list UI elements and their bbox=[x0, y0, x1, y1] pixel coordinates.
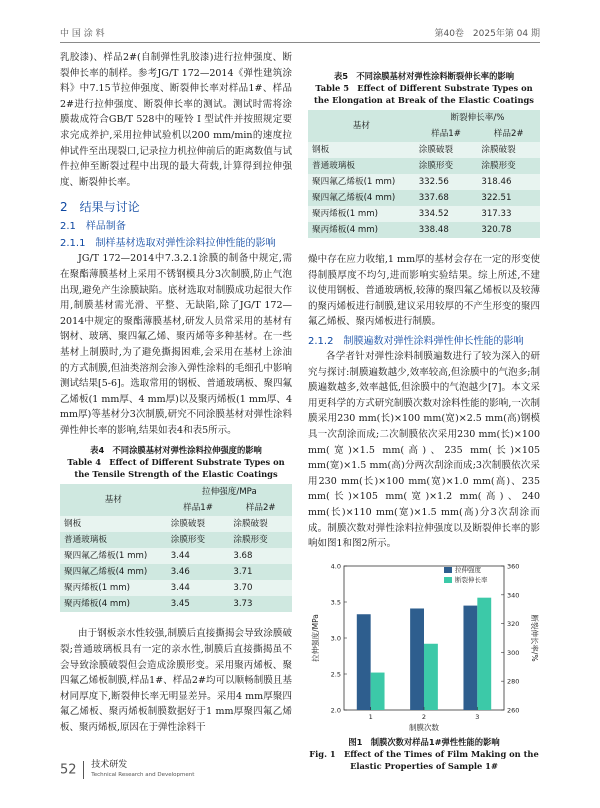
table-row bbox=[60, 516, 292, 532]
figure-1-caption bbox=[308, 736, 540, 772]
table-cell: 337.68 bbox=[415, 190, 478, 206]
y-right-tick-label: 280 bbox=[507, 677, 520, 686]
paragraph: 各学者针对弹性涂料制膜遍数进行了较为深入的研究与探讨:制膜遍数越少,效率较高,但涂膜中的气泡多;制膜遍数越多,效率越低,但涂膜中的气泡越少[7]。本文采用更科学的方式研究制膜次数对涂料性能的影响,一次制膜采用230 mm(长)×100 mm(宽)×2.5 mm(高)钢模具一次刮涂而成;二次制膜依次采用230 mm(长)×100 mm(宽)×1.5 mm(高)、235 mm(长)×105 mm(宽)×1.5 mm(高)分两次刮涂而成;3次制膜依次采用230 mm(长)×100 mm(宽)×1.0 mm(高)、235 mm(长)×105 mm(宽)×1.2 mm(高)、240 mm(长)×110 mm(宽)×1.5 mm(高)分3次刮涂而成。制膜次数对弹性涂料拉伸强度以及断裂伸长率的影响如图1和图2所示。 bbox=[308, 350, 540, 550]
paragraph: 燥中存在应力收缩,1 mm厚的基材会存在一定的形变使得制膜厚度不均匀,进而影响实验结果。综上所述,不建议使用钢板、普通玻璃板,较薄的聚四氟乙烯板以及较薄的聚丙烯板进行制膜,建议采用较厚的不产生形变的聚四氟乙烯板、聚丙烯板进行制膜。 bbox=[308, 254, 540, 328]
table-cell: 普通玻璃板 bbox=[60, 532, 167, 548]
table-cell: 334.52 bbox=[415, 206, 478, 222]
footer-divider bbox=[83, 761, 84, 779]
table-cell: 聚丙烯板(1 mm) bbox=[60, 580, 167, 596]
figure-caption-cn: 图1 制膜次数对样品1#弹性性能的影响 bbox=[348, 736, 500, 747]
bar-chart bbox=[308, 558, 540, 736]
footer-section bbox=[91, 760, 194, 780]
table5-caption bbox=[308, 70, 540, 106]
issue-info: 第40卷 2025年第 04 期 bbox=[434, 29, 540, 39]
table-cell: 聚丙烯板(1 mm) bbox=[308, 206, 415, 222]
table-cell: 涂膜形变 bbox=[477, 158, 540, 174]
table-row bbox=[308, 206, 540, 222]
table-cell: 钢板 bbox=[308, 142, 415, 158]
table-header-sample1: 样品1# bbox=[415, 126, 478, 142]
subsubsection-heading: 2.1.2 制膜遍数对弹性涂料弹性伸长性能的影响 bbox=[308, 335, 524, 347]
y-tick-label: 2.5 bbox=[330, 670, 341, 679]
running-header bbox=[60, 26, 540, 40]
section-heading: 2 结果与讨论 bbox=[60, 200, 140, 215]
table-cell: 聚四氟乙烯板(1 mm) bbox=[60, 548, 167, 564]
x-tick-label: 2 bbox=[421, 712, 427, 721]
table-cell: 3.68 bbox=[229, 548, 292, 564]
table-cell: 3.45 bbox=[167, 596, 230, 612]
table-header-sample2: 样品2# bbox=[229, 500, 292, 516]
journal-name: 中 国 涂 料 bbox=[60, 29, 105, 39]
y-right-tick-label: 260 bbox=[507, 706, 520, 715]
bar-elongation bbox=[477, 597, 491, 709]
table-cell: 聚丙烯板(4 mm) bbox=[308, 222, 415, 238]
paragraph: JG/T 172—2014中7.3.2.1涂膜的制备中规定,需在聚酯薄膜基材上采用不锈钢模具分3次制膜,防止气泡出现,避免产生涂膜缺陷。底材选取对制膜成功起很大作用,制膜基材需光滑、平整、无缺陷,除了JG/T 172—2014中规定的聚酯薄膜基材,研发人员常采用的基材有钢材、玻璃、聚四氟乙烯、聚丙烯等多种基材。在一些基材上制膜时,为了避免撕揭困难,会采用在基材上涂油的方式制膜,但油类溶剂会渗入弹性涂料的毛细孔中影响测试结果[5-6]。选取常用的钢板、普通玻璃板、聚四氟乙烯板(1 mm厚、4 mm厚)以及聚丙烯板(1 mm厚、4 mm厚)等基材分3次制膜,研究不同涂膜基材对弹性涂料弹性伸长率的影响,结果如表4和表5所示。 bbox=[60, 253, 292, 436]
y-tick-label: 3.5 bbox=[330, 598, 341, 607]
table4-caption bbox=[60, 444, 292, 480]
table-cell: 3.73 bbox=[229, 596, 292, 612]
table-cell: 涂膜破裂 bbox=[229, 516, 292, 532]
y-right-tick-label: 320 bbox=[507, 619, 520, 628]
table-cell: 338.48 bbox=[415, 222, 478, 238]
y-tick-label: 4.0 bbox=[330, 562, 341, 571]
legend-label: 拉伸强度 bbox=[455, 565, 481, 574]
table-cell: 涂膜破裂 bbox=[415, 142, 478, 158]
table-cell: 3.46 bbox=[167, 564, 230, 580]
paragraph: 由于钢板亲水性较强,制膜后直接撕揭会导致涂膜破裂;普通玻璃板具有一定的亲水性,制膜后直接撕揭虽不会导致涂膜破裂但会造成涂膜形变。采用聚丙烯板、聚四氟乙烯板制膜,样品1#、样品2#均可以顺畅制膜且基材同厚度下,断裂伸长率无明显差异。采用4 mm厚聚四氟乙烯板、聚丙烯板制膜数据好于1 mm厚聚四氟乙烯板、聚丙烯板,原因在于弹性涂料干 bbox=[60, 628, 292, 734]
y-tick-label: 2.0 bbox=[330, 706, 341, 715]
table-header-sample2: 样品2# bbox=[477, 126, 540, 142]
table4-caption-en: Table 4 Effect of Different Substrate Types on the Tensile Strength of the Elastic Coatings bbox=[67, 457, 285, 480]
table-header-sample1: 样品1# bbox=[167, 500, 230, 516]
table5-caption-en: Table 5 Effect of Different Substrate Types on the Elongation at Break of the Elastic Coatings bbox=[314, 83, 534, 105]
paragraph: 乳胶漆)、样品2#(自制弹性乳胶漆)进行拉伸强度、断裂伸长率的制样。参考JG/T 172—2014《弹性建筑涂料》中7.15节拉伸强度、断裂伸长率对样品1#、样品2#进行拉伸强度、断裂伸长率的测试。测试时需将涂膜裁成符合GB/T 528中的哑铃 I 型试件并按照规定要求完成养护,采用拉伸试验机以200 mm/min的速度拉伸试件至出现裂口,记录拉力机拉伸前后的距离数值与试件拉伸至断裂过程中出现的最大荷载,计算得到拉伸强度、断裂伸长率。 bbox=[60, 52, 292, 188]
header-divider bbox=[60, 42, 540, 43]
table-cell: 332.56 bbox=[415, 174, 478, 190]
table-cell: 涂膜形变 bbox=[229, 532, 292, 548]
bar-tensile-strength bbox=[410, 608, 424, 710]
y-axis-label: 拉伸强度/MPa bbox=[311, 613, 320, 662]
table-cell: 3.70 bbox=[229, 580, 292, 596]
table4 bbox=[60, 484, 292, 612]
x-tick-label: 1 bbox=[368, 712, 373, 721]
page-footer bbox=[60, 760, 194, 780]
table-row bbox=[308, 190, 540, 206]
footer-section-cn: 技术研发 bbox=[91, 760, 128, 770]
table-cell: 普通玻璃板 bbox=[308, 158, 415, 174]
table-cell: 322.51 bbox=[477, 190, 540, 206]
right-column bbox=[308, 50, 540, 772]
table5 bbox=[308, 110, 540, 238]
table-cell: 聚四氟乙烯板(1 mm) bbox=[308, 174, 415, 190]
table-cell: 3.44 bbox=[167, 548, 230, 564]
y-right-tick-label: 300 bbox=[507, 648, 520, 657]
y-right-tick-label: 340 bbox=[507, 590, 520, 599]
table-cell: 聚丙烯板(4 mm) bbox=[60, 596, 167, 612]
left-column bbox=[60, 50, 292, 738]
x-axis-label: 制膜次数 bbox=[409, 722, 439, 732]
table-row bbox=[60, 564, 292, 580]
table-cell: 聚四氟乙烯板(4 mm) bbox=[308, 190, 415, 206]
table5-caption-cn: 表5 不同涂膜基材对弹性涂料断裂伸长率的影响 bbox=[333, 71, 514, 81]
table-row bbox=[60, 548, 292, 564]
legend-swatch bbox=[444, 577, 452, 583]
table-header-substrate: 基材 bbox=[60, 484, 167, 516]
bar-elongation bbox=[424, 643, 438, 709]
figure-1 bbox=[308, 558, 540, 736]
table-row bbox=[60, 596, 292, 612]
y-right-tick-label: 360 bbox=[507, 562, 520, 571]
table-cell: 320.78 bbox=[477, 222, 540, 238]
subsubsection-heading: 2.1.1 制样基材选取对弹性涂料拉伸性能的影响 bbox=[60, 238, 276, 250]
legend-label: 断裂伸长率 bbox=[455, 575, 488, 584]
table-header-group: 断裂伸长率/% bbox=[415, 110, 540, 126]
table-row bbox=[308, 222, 540, 238]
x-tick-label: 3 bbox=[475, 712, 480, 721]
page-number: 52 bbox=[60, 762, 77, 778]
table-cell: 涂膜破裂 bbox=[167, 516, 230, 532]
legend-swatch bbox=[444, 567, 452, 573]
y-right-axis-label: 断裂伸长率/% bbox=[530, 614, 539, 662]
table-row bbox=[60, 532, 292, 548]
table-cell: 涂膜形变 bbox=[167, 532, 230, 548]
table-header-group: 拉伸强度/MPa bbox=[167, 484, 292, 500]
bar-tensile-strength bbox=[463, 605, 477, 709]
figure-caption-en: Fig. 1 Effect of the Times of Film Making on the Elastic Properties of Sample 1# bbox=[309, 748, 539, 771]
table-header-substrate: 基材 bbox=[308, 110, 415, 142]
table-row bbox=[308, 174, 540, 190]
bar-tensile-strength bbox=[357, 614, 371, 710]
table-cell: 3.71 bbox=[229, 564, 292, 580]
table-cell: 318.46 bbox=[477, 174, 540, 190]
footer-section-en: Technical Research and Development bbox=[91, 772, 195, 778]
table-cell: 涂膜破裂 bbox=[477, 142, 540, 158]
table-cell: 3.44 bbox=[167, 580, 230, 596]
table4-caption-cn: 表4 不同涂膜基材对弹性涂料拉伸强度的影响 bbox=[90, 445, 262, 456]
bar-elongation bbox=[371, 672, 385, 709]
table-row bbox=[60, 580, 292, 596]
table-row bbox=[308, 158, 540, 174]
subsection-heading: 2.1 样品制备 bbox=[60, 221, 126, 233]
y-tick-label: 3.0 bbox=[330, 634, 341, 643]
table-cell: 317.33 bbox=[477, 206, 540, 222]
table-cell: 钢板 bbox=[60, 516, 167, 532]
table-row bbox=[308, 142, 540, 158]
table-cell: 聚四氟乙烯板(4 mm) bbox=[60, 564, 167, 580]
table-cell: 涂膜形变 bbox=[415, 158, 478, 174]
